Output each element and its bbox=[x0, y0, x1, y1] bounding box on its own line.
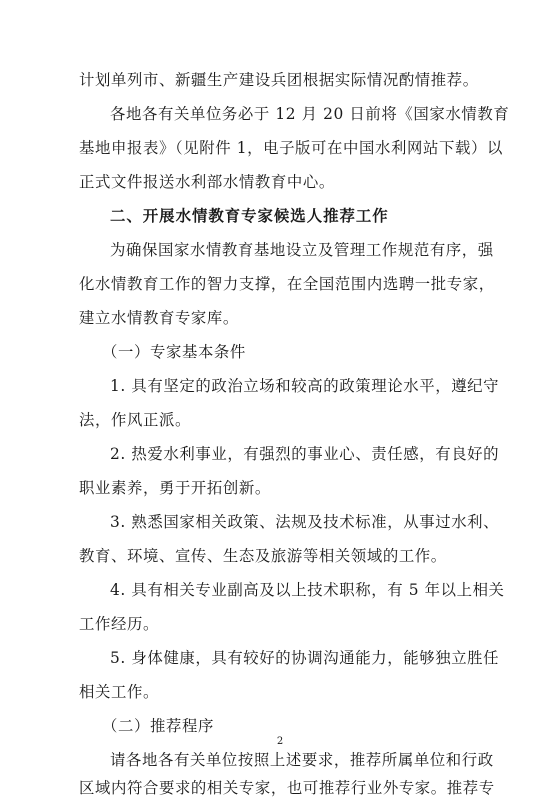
body-line: 4. 具有相关专业副高及以上技术职称，有 5 年以上相关 bbox=[110, 581, 505, 599]
body-line: 建立水情教育专家库。 bbox=[79, 309, 239, 327]
body-line: 3. 熟悉国家相关政策、法规及技术标准，从事过水利、 bbox=[110, 513, 500, 531]
body-line: 计划单列市、新疆生产建设兵团根据实际情况酌情推荐。 bbox=[79, 71, 479, 89]
body-line: 各地各有关单位务必于 12 月 20 日前将《国家水情教育 bbox=[110, 105, 510, 123]
body-line: 正式文件报送水利部水情教育中心。 bbox=[79, 173, 335, 191]
body-line: 为确保国家水情教育基地设立及管理工作规范有序，强 bbox=[110, 241, 494, 259]
section-heading: 二、开展水情教育专家候选人推荐工作 bbox=[110, 207, 389, 225]
subsection-heading: （二）推荐程序 bbox=[102, 717, 214, 735]
body-line: 5. 身体健康，具有较好的协调沟通能力，能够独立胜任 bbox=[110, 649, 500, 667]
subsection-heading: （一）专家基本条件 bbox=[102, 343, 246, 361]
body-line: 工作经历。 bbox=[79, 615, 159, 633]
body-line: 1. 具有坚定的政治立场和较高的政策理论水平，遵纪守 bbox=[110, 377, 500, 395]
body-line: 2. 热爱水利事业，有强烈的事业心、责任感，有良好的 bbox=[110, 445, 500, 463]
body-line: 教育、环境、宣传、生态及旅游等相关领域的工作。 bbox=[79, 547, 447, 565]
body-line: 化水情教育工作的智力支撑，在全国范围内选聘一批专家， bbox=[79, 275, 495, 293]
body-line: 法，作风正派。 bbox=[79, 411, 191, 429]
body-line: 相关工作。 bbox=[79, 683, 159, 701]
body-line: 职业素养，勇于开拓创新。 bbox=[79, 479, 271, 497]
body-line: 基地申报表》（见附件 1，电子版可在中国水利网站下载）以 bbox=[79, 139, 503, 157]
body-line: 区域内符合要求的相关专家，也可推荐行业外专家。推荐专 bbox=[79, 779, 495, 797]
page-number: 2 bbox=[276, 736, 284, 747]
body-line: 请各地各有关单位按照上述要求，推荐所属单位和行政 bbox=[110, 751, 494, 769]
